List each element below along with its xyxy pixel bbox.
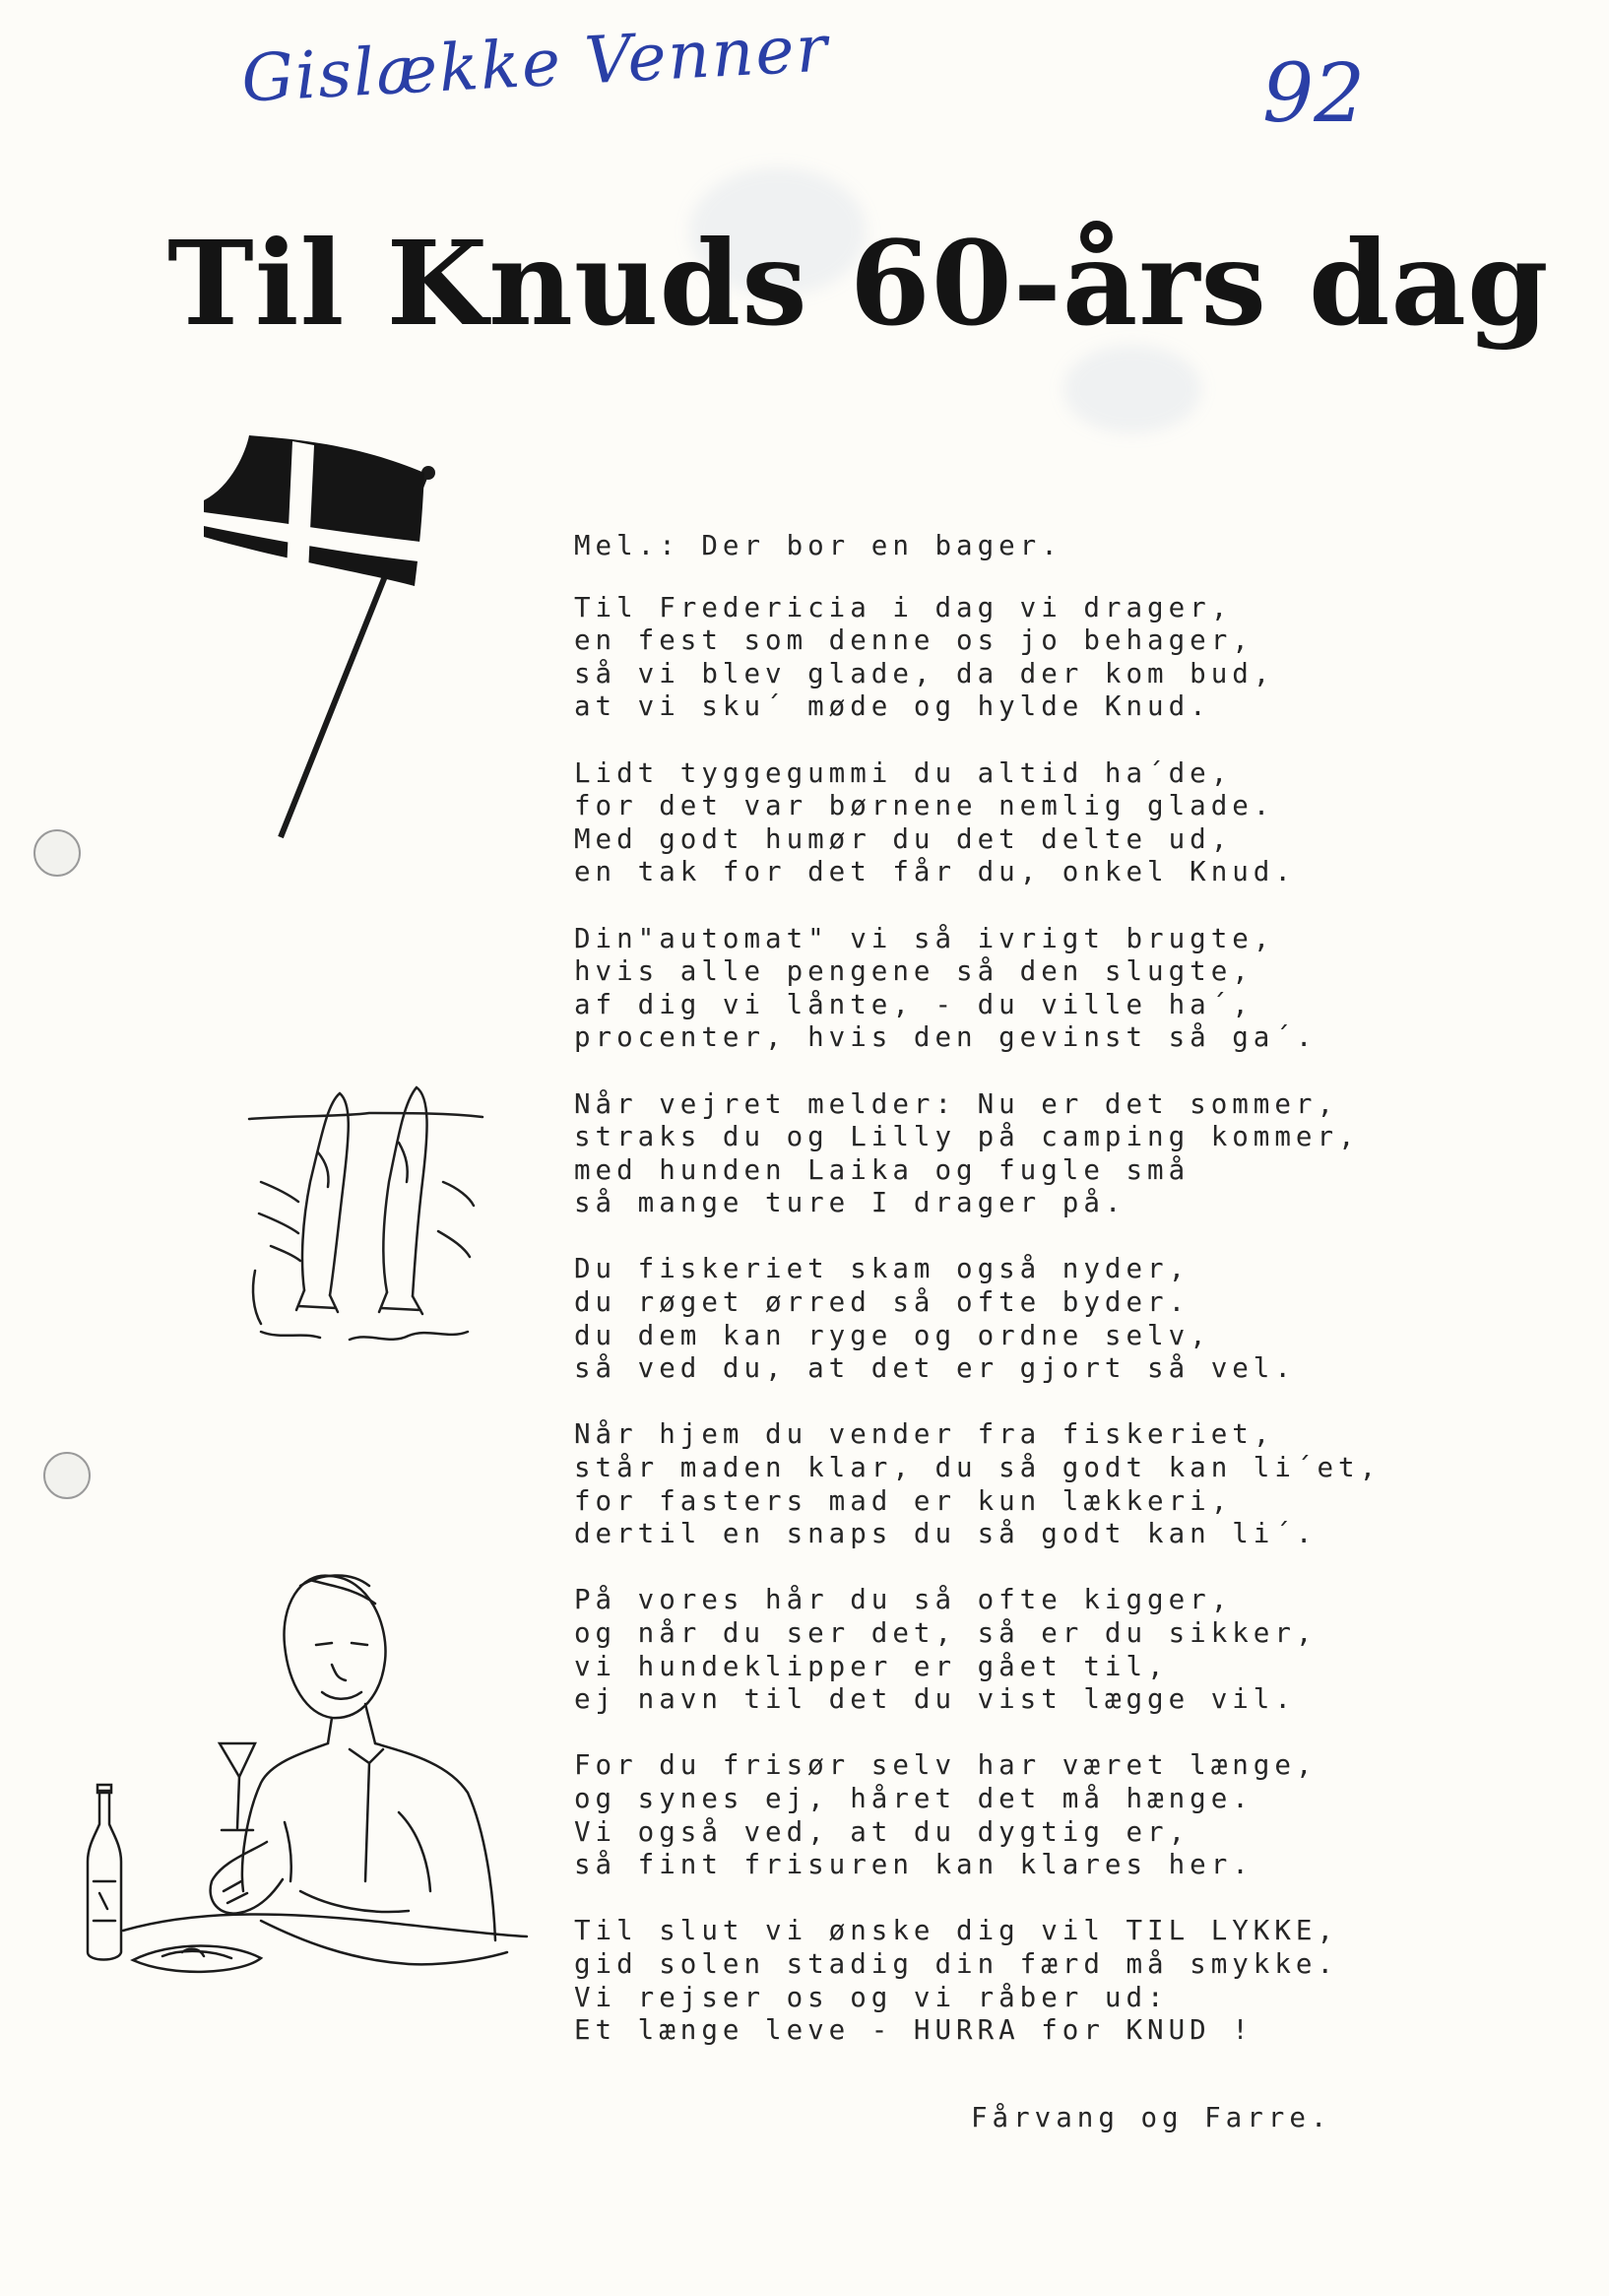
poem-line: af dig vi lånte, - du ville ha´, — [574, 988, 1254, 1020]
poem-line: gid solen stadig din færd må smykke. — [574, 1947, 1339, 1980]
poem-line: Til slut vi ønske dig vil TIL LYKKE, — [574, 1915, 1339, 1947]
poem-line: en fest som denne os jo behager, — [574, 624, 1254, 657]
flag-drawing — [192, 424, 448, 847]
poem-line: Med godt humør du det delte ud, — [574, 822, 1233, 855]
page-title: Til Knuds 60-års dag — [167, 215, 1550, 352]
stanza — [574, 592, 1382, 724]
poem-line: dertil en snaps du så godt kan li´. — [574, 1518, 1318, 1550]
handwritten-note: Gislække Venner — [239, 10, 831, 117]
poem-line: ej navn til det du vist lægge vil. — [574, 1683, 1296, 1716]
stanza — [574, 1584, 1382, 1716]
poem-line: for det var børnene nemlig glade. — [574, 790, 1275, 822]
stanza — [574, 1418, 1382, 1550]
poem-line: for fasters mad er kun lækkeri, — [574, 1484, 1233, 1517]
binder-hole — [33, 829, 81, 877]
poem-line: du dem kan ryge og ordne selv, — [574, 1319, 1211, 1351]
poem-line: Et længe leve - HURRA for KNUD ! — [574, 2014, 1254, 2047]
poem-line: Lidt tyggegummi du altid ha´de, — [574, 756, 1233, 789]
poem-line: Til Fredericia i dag vi drager, — [574, 591, 1233, 623]
handwritten-page-number: 92 — [1262, 47, 1366, 141]
poem-line: Du fiskeriet skam også nyder, — [574, 1253, 1191, 1285]
stanza — [574, 1749, 1382, 1881]
poem — [574, 530, 1382, 2080]
poem-line: hvis alle pengene så den slugte, — [574, 955, 1254, 988]
stanza — [574, 757, 1382, 889]
poem-line: Når vejret melder: Nu er det sommer, — [574, 1087, 1339, 1120]
poem-line: du røget ørred så ofte byder. — [574, 1286, 1191, 1319]
poem-line: en tak for det får du, onkel Knud. — [574, 856, 1296, 888]
melody-line: Mel.: Der bor en bager. — [574, 530, 1062, 561]
poem-line: Vi også ved, at du dygtig er, — [574, 1815, 1191, 1848]
poem-line: så mange ture I drager på. — [574, 1187, 1126, 1219]
poem-line: For du frisør selv har været længe, — [574, 1749, 1318, 1782]
fish-drawing — [241, 1074, 497, 1369]
signoff: Fårvang og Farre. — [971, 2102, 1332, 2133]
poem-line: procenter, hvis den gevinst så ga´. — [574, 1021, 1318, 1054]
poem-line: vi hundeklipper er gået til, — [574, 1650, 1169, 1682]
stanza — [574, 1915, 1382, 2047]
poem-line: Når hjem du vender fra fiskeriet, — [574, 1418, 1275, 1451]
poem-line: Vi rejser os og vi råber ud: — [574, 1981, 1169, 2013]
poem-line: så fint frisuren kan klares her. — [574, 1849, 1254, 1881]
poem-line: og når du ser det, så er du sikker, — [574, 1617, 1318, 1649]
poem-line: Din"automat" vi så ivrigt brugte, — [574, 922, 1275, 954]
paper-stain — [1063, 345, 1201, 433]
poem-line: med hunden Laika og fugle små — [574, 1153, 1191, 1186]
poem-line: at vi sku´ møde og hylde Knud. — [574, 690, 1211, 723]
poem-line: så ved du, at det er gjort så vel. — [574, 1352, 1296, 1385]
poem-line: så vi blev glade, da der kom bud, — [574, 657, 1275, 689]
binder-hole — [43, 1452, 91, 1499]
stanza — [574, 1253, 1382, 1385]
stanza — [574, 1088, 1382, 1220]
stanza — [574, 923, 1382, 1055]
poem-line: og synes ej, håret det må hænge. — [574, 1782, 1254, 1814]
poem-line: står maden klar, du så godt kan li´et, — [574, 1452, 1382, 1484]
poem-line: På vores hår du så ofte kigger, — [574, 1584, 1233, 1616]
poem-line: straks du og Lilly på camping kommer, — [574, 1121, 1360, 1153]
man-toasting-drawing — [74, 1566, 537, 2019]
